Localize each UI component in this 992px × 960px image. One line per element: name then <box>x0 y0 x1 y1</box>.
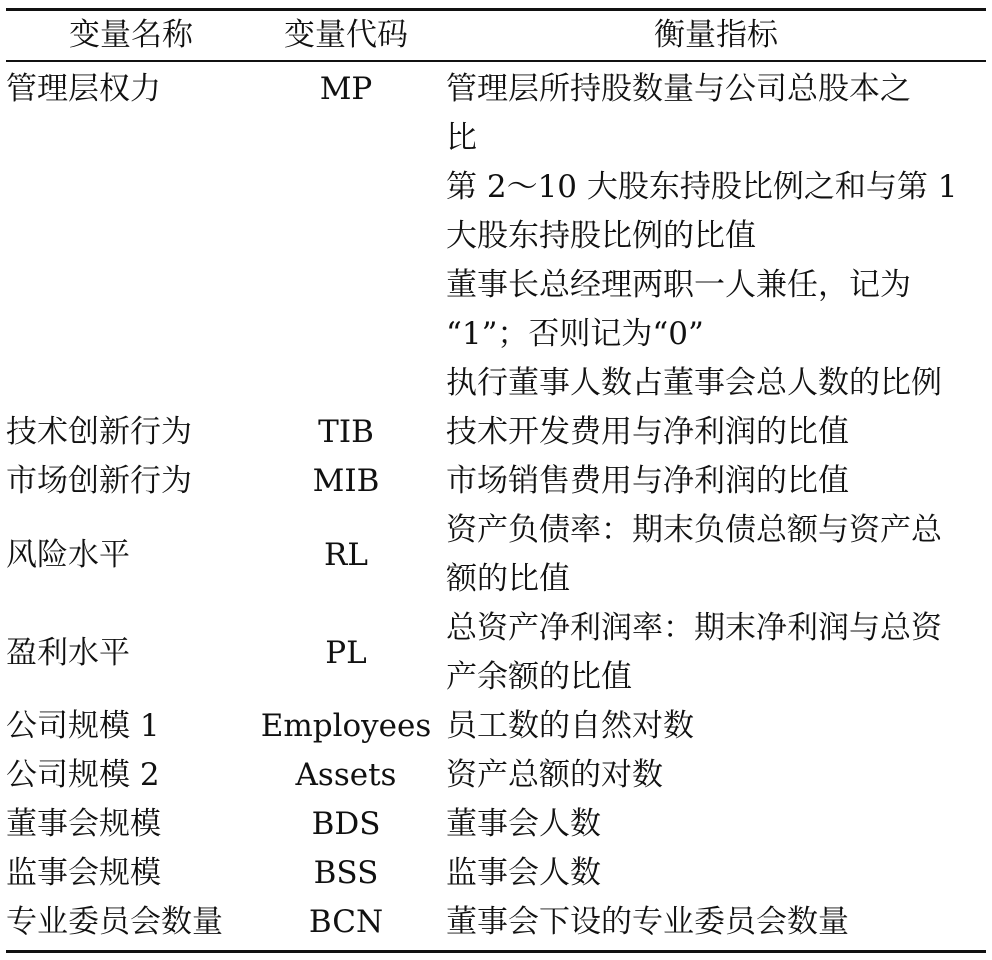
measure-line: 比 <box>446 120 477 156</box>
variable-code-cell: MIB <box>312 463 380 499</box>
variable-name-cell: 公司规模 1 <box>6 708 160 744</box>
variable-code-cell: MP <box>319 71 373 107</box>
variable-name-cell: 专业委员会数量 <box>6 904 223 940</box>
table-row <box>6 702 986 751</box>
measure-line: 董事长总经理两职一人兼任，记为 <box>446 267 911 303</box>
table-row <box>6 457 986 506</box>
measure-line: 员工数的自然对数 <box>446 708 694 744</box>
measure-line: 管理层所持股数量与公司总股本之 <box>446 71 911 107</box>
measure-line: 大股东持股比例的比值 <box>446 218 756 254</box>
header-variable-name: 变量名称 <box>69 17 193 53</box>
variable-code-cell: BCN <box>308 904 384 940</box>
measure-cell <box>446 849 966 898</box>
measure-cell <box>446 604 966 702</box>
measure-line: 总资产净利润率：期末净利润与总资 <box>446 610 942 646</box>
measure-line: 董事会下设的专业委员会数量 <box>446 904 849 940</box>
table-header-rule <box>6 60 986 62</box>
header-variable-code: 变量代码 <box>284 17 408 53</box>
header-measure: 衡量指标 <box>654 17 778 53</box>
measure-line: 产余额的比值 <box>446 659 632 695</box>
variable-code-cell: TIB <box>318 414 374 450</box>
measure-line: 额的比值 <box>446 561 570 597</box>
variable-name-cell: 风险水平 <box>6 536 130 573</box>
measure-line: 资产总额的对数 <box>446 757 663 793</box>
measure-cell <box>446 751 966 800</box>
table-row <box>6 800 986 849</box>
table-row <box>6 849 986 898</box>
table-row <box>6 604 986 702</box>
measure-cell <box>446 702 966 751</box>
variable-code-cell: PL <box>325 634 367 671</box>
measure-cell <box>446 898 966 947</box>
measure-line: 资产负债率：期末负债总额与资产总 <box>446 512 942 548</box>
table-row <box>6 898 986 947</box>
measure-line: 技术开发费用与净利润的比值 <box>446 414 849 450</box>
measure-cell <box>446 800 966 849</box>
measure-cell <box>446 457 966 506</box>
variable-name-cell: 盈利水平 <box>6 634 130 671</box>
variable-code-cell: BDS <box>311 806 381 842</box>
variable-code-cell: Employees <box>260 708 432 744</box>
table-row <box>6 408 986 457</box>
variable-code-cell: BSS <box>313 855 379 891</box>
table-row <box>6 65 986 408</box>
variable-name-cell: 管理层权力 <box>6 71 161 107</box>
measure-cell <box>446 506 966 604</box>
measure-line: 第 2～10 大股东持股比例之和与第 1 <box>446 169 958 205</box>
measure-line: 市场销售费用与净利润的比值 <box>446 463 849 499</box>
measure-line: 监事会人数 <box>446 855 601 891</box>
variable-name-cell: 技术创新行为 <box>6 414 192 450</box>
variable-name-cell: 公司规模 2 <box>6 757 160 793</box>
measure-cell <box>446 65 966 408</box>
measure-line: 董事会人数 <box>446 806 601 842</box>
variable-code-cell: Assets <box>295 757 397 793</box>
measure-line: “1”；否则记为“0” <box>446 316 704 352</box>
measure-line: 执行董事人数占董事会总人数的比例 <box>446 365 942 401</box>
table-bottom-rule <box>6 950 986 953</box>
variable-name-cell: 监事会规模 <box>6 855 161 891</box>
variable-name-cell: 董事会规模 <box>6 806 161 842</box>
variable-name-cell: 市场创新行为 <box>6 463 192 499</box>
measure-cell <box>446 408 966 457</box>
table-row <box>6 506 986 604</box>
table-row <box>6 751 986 800</box>
variable-code-cell: RL <box>324 536 368 573</box>
